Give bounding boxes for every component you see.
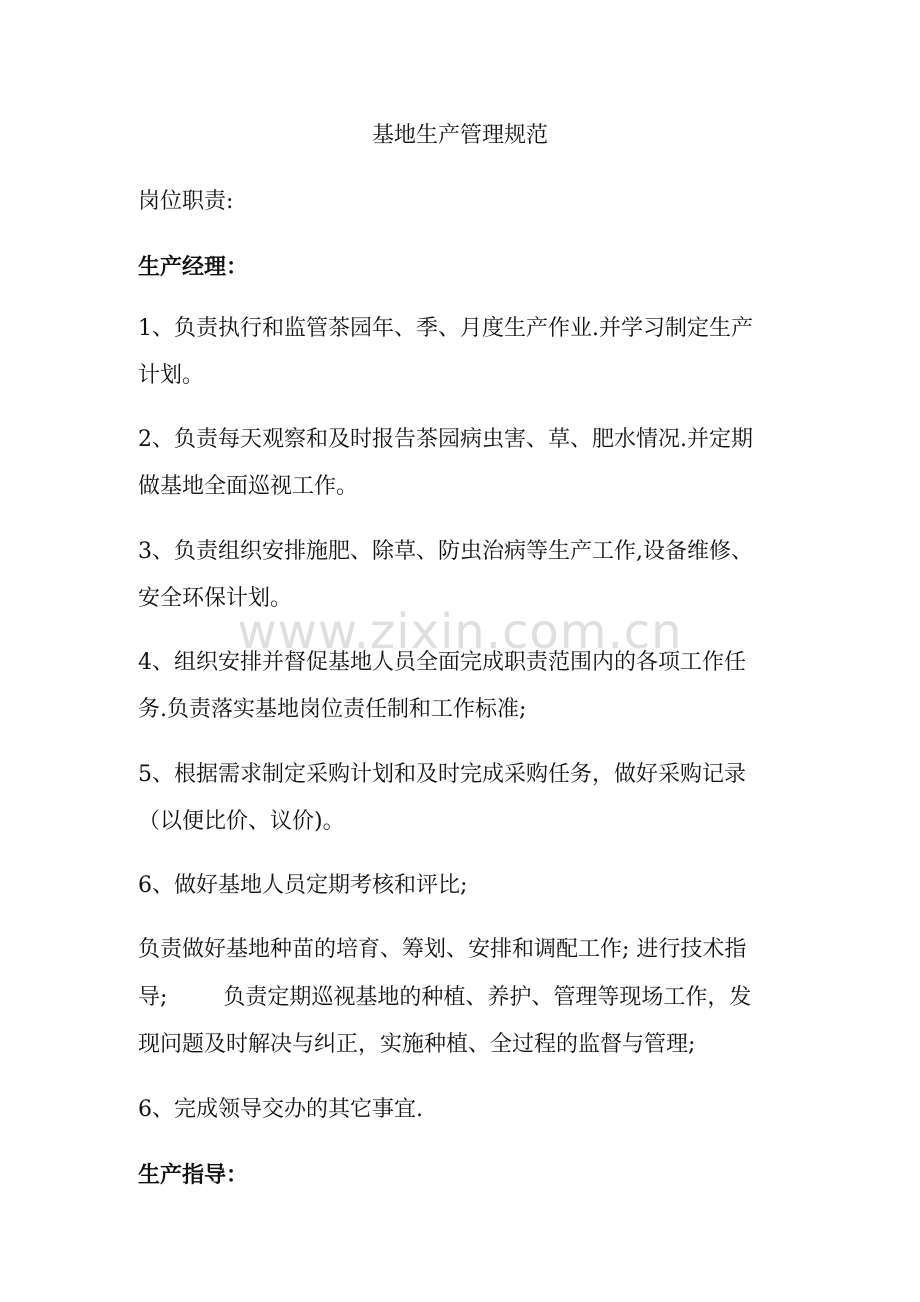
item-1-line-2: 计划。 xyxy=(138,363,205,388)
item-5-line-1: 5、根据需求制定采购计划和及时完成采购任务，做好采购记录 xyxy=(138,762,746,787)
section-label-duties: 岗位职责: xyxy=(138,189,234,214)
section-heading-production-guidance: 生产指导： xyxy=(138,1162,249,1188)
item-4-line-1: 4、组织安排并督促基地人员全面完成职责范围内的各项工作任 xyxy=(138,650,746,675)
item-3-line-1: 3、负责组织安排施肥、除草、防虫治病等生产工作,设备维修、 xyxy=(138,539,753,564)
item-2-line-2: 做基地全面巡视工作。 xyxy=(138,474,359,499)
paragraph-line-1: 负责做好基地种苗的培育、筹划、安排和调配工作; 进行技术指 xyxy=(138,937,747,962)
item-2-line-1: 2、负责每天观察和及时报告茶园病虫害、草、肥水情况.并定期 xyxy=(138,427,753,452)
item-3-line-2: 安全环保计划。 xyxy=(138,586,293,611)
paragraph-line-2: 导; 负责定期巡视基地的种植、养护、管理等现场工作，发 xyxy=(138,985,752,1010)
paragraph-line-3: 现问题及时解决与纠正，实施种植、全过程的监督与管理; xyxy=(138,1032,696,1057)
item-6-line: 6、做好基地人员定期考核和评比; xyxy=(138,873,468,898)
document-title: 基地生产管理规范 xyxy=(371,123,548,148)
item-1-line-1: 1、负责执行和监管茶园年、季、月度生产作业.并学习制定生产 xyxy=(138,316,753,341)
item-6b-line: 6、完成领导交办的其它事宜. xyxy=(138,1097,423,1122)
item-5-line-2: （以便比价、议价)。 xyxy=(138,809,345,834)
section-heading-production-manager: 生产经理： xyxy=(138,254,249,280)
item-4-line-2: 务.负责落实基地岗位责任制和工作标准; xyxy=(138,697,527,722)
watermark: www.zixin.com.cn xyxy=(237,604,683,660)
